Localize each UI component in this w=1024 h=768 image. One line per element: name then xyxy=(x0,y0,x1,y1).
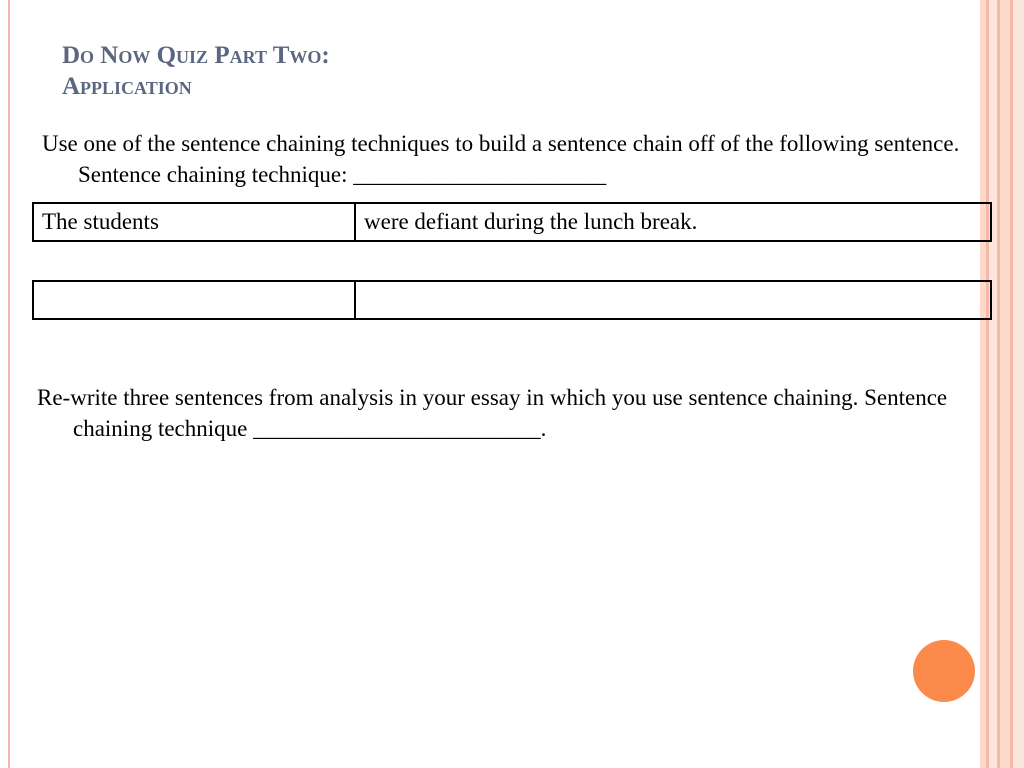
subject-cell: The students xyxy=(33,203,355,241)
predicate-cell: were defiant during the lunch break. xyxy=(355,203,991,241)
answer-cell-2[interactable] xyxy=(355,281,991,319)
left-border-line xyxy=(8,0,10,768)
answer-table xyxy=(32,280,992,320)
instruction-paragraph-1: Use one of the sentence chaining techniques to build a sentence chain off of the following sentence. Sentence chaining technique: ______________________ xyxy=(42,131,960,187)
answer-cell-1[interactable] xyxy=(33,281,355,319)
table-row xyxy=(33,203,991,241)
sentence-table xyxy=(32,202,992,242)
title-line-1: Do Now Quiz Part Two: xyxy=(62,42,330,69)
slide-title xyxy=(62,40,330,102)
table-row xyxy=(33,281,991,319)
title-line-2: Application xyxy=(62,73,192,100)
decorative-orange-circle xyxy=(913,640,975,702)
instruction-paragraph-2: Re-write three sentences from analysis in your essay in which you use sentence chaining. Sentence chaining technique _________________________. xyxy=(37,385,948,441)
